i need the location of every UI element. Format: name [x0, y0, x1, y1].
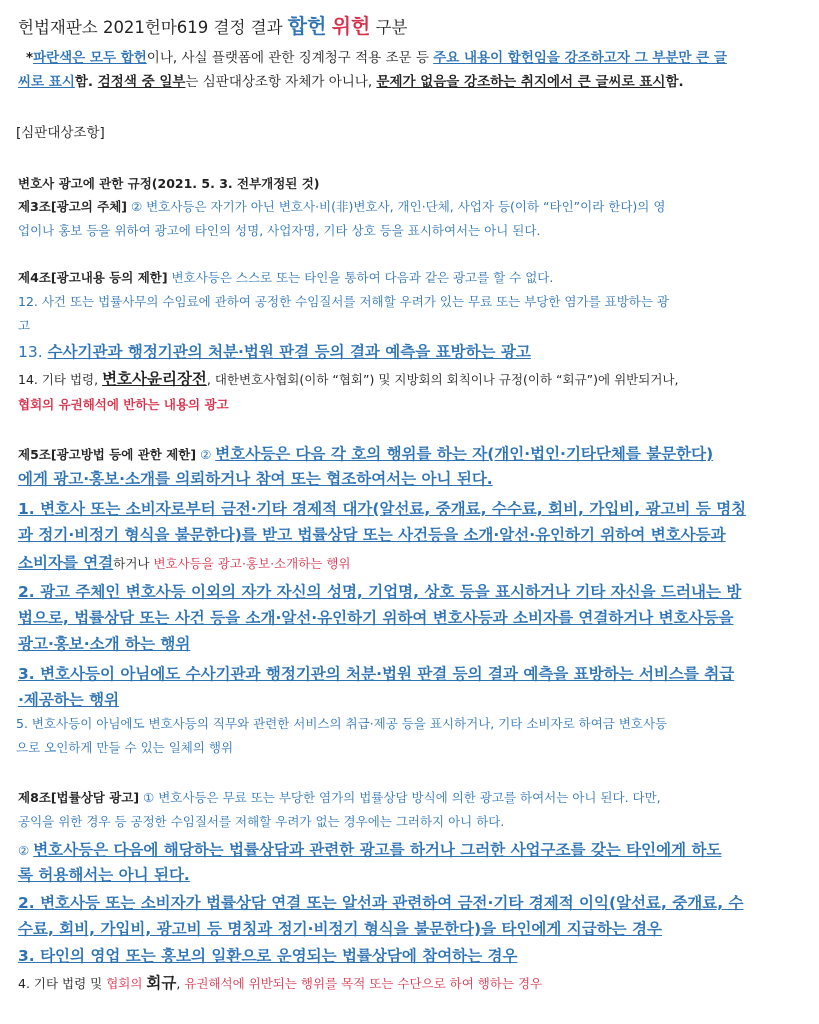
art4-item12-line-2: 고 — [18, 318, 31, 333]
note-line-2: 씨로 표시함. 검정색 중 일부는 심판대상조항 자체가 아니나, 문제가 없음을 강조하는 취지에서 큰 글씨로 표시함. — [18, 74, 684, 90]
regulation-heading: 변호사 광고에 관한 규정(2021. 5. 3. 전부개정된 것) — [18, 176, 320, 191]
art5-item2-line-3: 광고·홍보·소개 하는 행위 — [18, 635, 191, 653]
art4-label: 제4조[광고내용 등의 제한] — [18, 270, 168, 285]
art8-item3: 3. 타인의 영업 또는 홍보의 일환으로 운영되는 법률상담에 참여하는 경우 — [18, 947, 518, 965]
note-line-1: *파란색은 모두 합헌이나, 사실 플랫폼에 관한 징계청구 적용 조문 등 주요 내용이 합헌임을 강조하고자 그 부분만 큰 글 — [26, 50, 727, 66]
art4-item13: 13. 수사기관과 행정기관의 처분·법원 판결 등의 결과 예측을 표방하는 광고 — [18, 343, 531, 361]
art5-intro-line-2: 에게 광고·홍보·소개를 의뢰하거나 참여 또는 협조하여서는 아니 된다. — [18, 470, 493, 488]
art5-item5-line-2: 으로 오인하게 만들 수 있는 일체의 행위 — [16, 740, 234, 755]
art3-line-1: 제3조[광고의 주체] ② 변호사등은 자기가 아닌 변호사·비(非)변호사, 개인·단체, 사업자 등(이하 “타인”이라 한다)의 영 — [18, 199, 666, 214]
target-heading: [심판대상조항] — [16, 125, 105, 141]
art5-item2-line-2: 법으로, 법률상담 또는 사건 등을 소개·알선·유인하기 위하여 변호사등과 소비자를 연결하거나 변호사등을 — [18, 609, 734, 627]
art8-para1-line-1: 제8조[법률상담 광고] ① 변호사등은 무료 또는 부당한 염가의 법률상담 방식에 의한 광고를 하여서는 아니 된다. 다만, — [18, 790, 661, 805]
art5-label: 제5조[광고방법 등에 관한 제한] — [18, 447, 197, 462]
art5-item3-line-1: 3. 변호사등이 아님에도 수사기관과 행정기관의 처분·법원 판결 등의 결과 예측을 표방하는 서비스를 취급 — [18, 665, 735, 683]
art5-intro-line-1: 제5조[광고방법 등에 관한 제한] ② 변호사등은 다음 각 호의 행위를 하는 자(개인·법인·기타단체를 불문한다) — [18, 445, 714, 463]
art5-item1-line-2: 과 정기·비정기 형식을 불문한다)를 받고 법률상담 또는 사건등을 소개·알선·유인하기 위하여 변호사등과 — [18, 526, 726, 544]
title-unconstitutional: 위헌 — [331, 14, 371, 38]
art3-line-2: 업이나 홍보 등을 위하여 광고에 타인의 성명, 사업자명, 기타 상호 등을 표시하여서는 아니 된다. — [18, 223, 541, 238]
art4-item14-line-1: 14. 기타 법령, 변호사윤리장전, 대한변호사협회(이하 “협회”) 및 지방회의 회칙이나 규정(이하 “회규”)에 위반되거나, — [18, 370, 679, 388]
art5-item5-line-1: 5. 변호사등이 아님에도 변호사등의 직무와 관련한 서비스의 취급·제공 등을 표시하거나, 기타 소비자로 하여금 변호사등 — [16, 716, 668, 731]
art5-item1-line-3: 소비자를 연결하거나 변호사등을 광고·홍보·소개하는 행위 — [18, 554, 351, 572]
art3-label: 제3조[광고의 주체] — [18, 199, 128, 214]
art4-item12-line-1: 12. 사건 또는 법률사무의 수임료에 관하여 공정한 수임질서를 저해할 우려가 있는 무료 또는 부당한 염가를 표방하는 광 — [18, 294, 669, 309]
art5-item3-line-2: ·제공하는 행위 — [18, 691, 120, 709]
art4-item14-line-2: 협회의 유권해석에 반하는 내용의 광고 — [18, 397, 229, 412]
art5-item1-line-1: 1. 변호사 또는 소비자로부터 금전·기타 경제적 대가(알선료, 중개료, 수수료, 회비, 가입비, 광고비 등 명칭 — [18, 500, 747, 518]
art8-item4: 4. 기타 법령 및 협회의 회규, 유권해석에 위반되는 행위를 목적 또는 수단으로 하여 행하는 경우 — [18, 974, 543, 992]
page-title: 헌법재판소 2021헌마619 결정 결과 합헌 위헌 구분 — [18, 14, 408, 38]
art8-para2-line-1: ② 변호사등은 다음에 해당하는 법률상담과 관련한 광고를 하거나 그러한 사업구조를 갖는 타인에게 하도 — [18, 841, 722, 859]
art8-label: 제8조[법률상담 광고] — [18, 790, 140, 805]
art5-item2-line-1: 2. 광고 주체인 변호사등 이외의 자가 자신의 성명, 기업명, 상호 등을 표시하거나 기타 자신을 드러내는 방 — [18, 583, 742, 601]
art8-para2-line-2: 록 허용해서는 아니 된다. — [18, 866, 190, 884]
art4-line-intro: 제4조[광고내용 등의 제한] 변호사등은 스스로 또는 타인을 통하여 다음과 같은 광고를 할 수 없다. — [18, 270, 554, 285]
art8-item2-line-2: 수료, 회비, 가입비, 광고비 등 명칭과 정기·비정기 형식을 불문한다)을 타인에게 지급하는 경우 — [18, 920, 662, 938]
title-constitutional: 합헌 — [287, 14, 327, 38]
art8-item2-line-1: 2. 변호사등 또는 소비자가 법률상담 연결 또는 알선과 관련하여 금전·기타 경제적 이익(알선료, 중개료, 수 — [18, 894, 744, 912]
art8-para1-line-2: 공익을 위한 경우 등 공정한 수임질서를 저해할 우려가 없는 경우에는 그러하지 아니 하다. — [18, 814, 505, 829]
